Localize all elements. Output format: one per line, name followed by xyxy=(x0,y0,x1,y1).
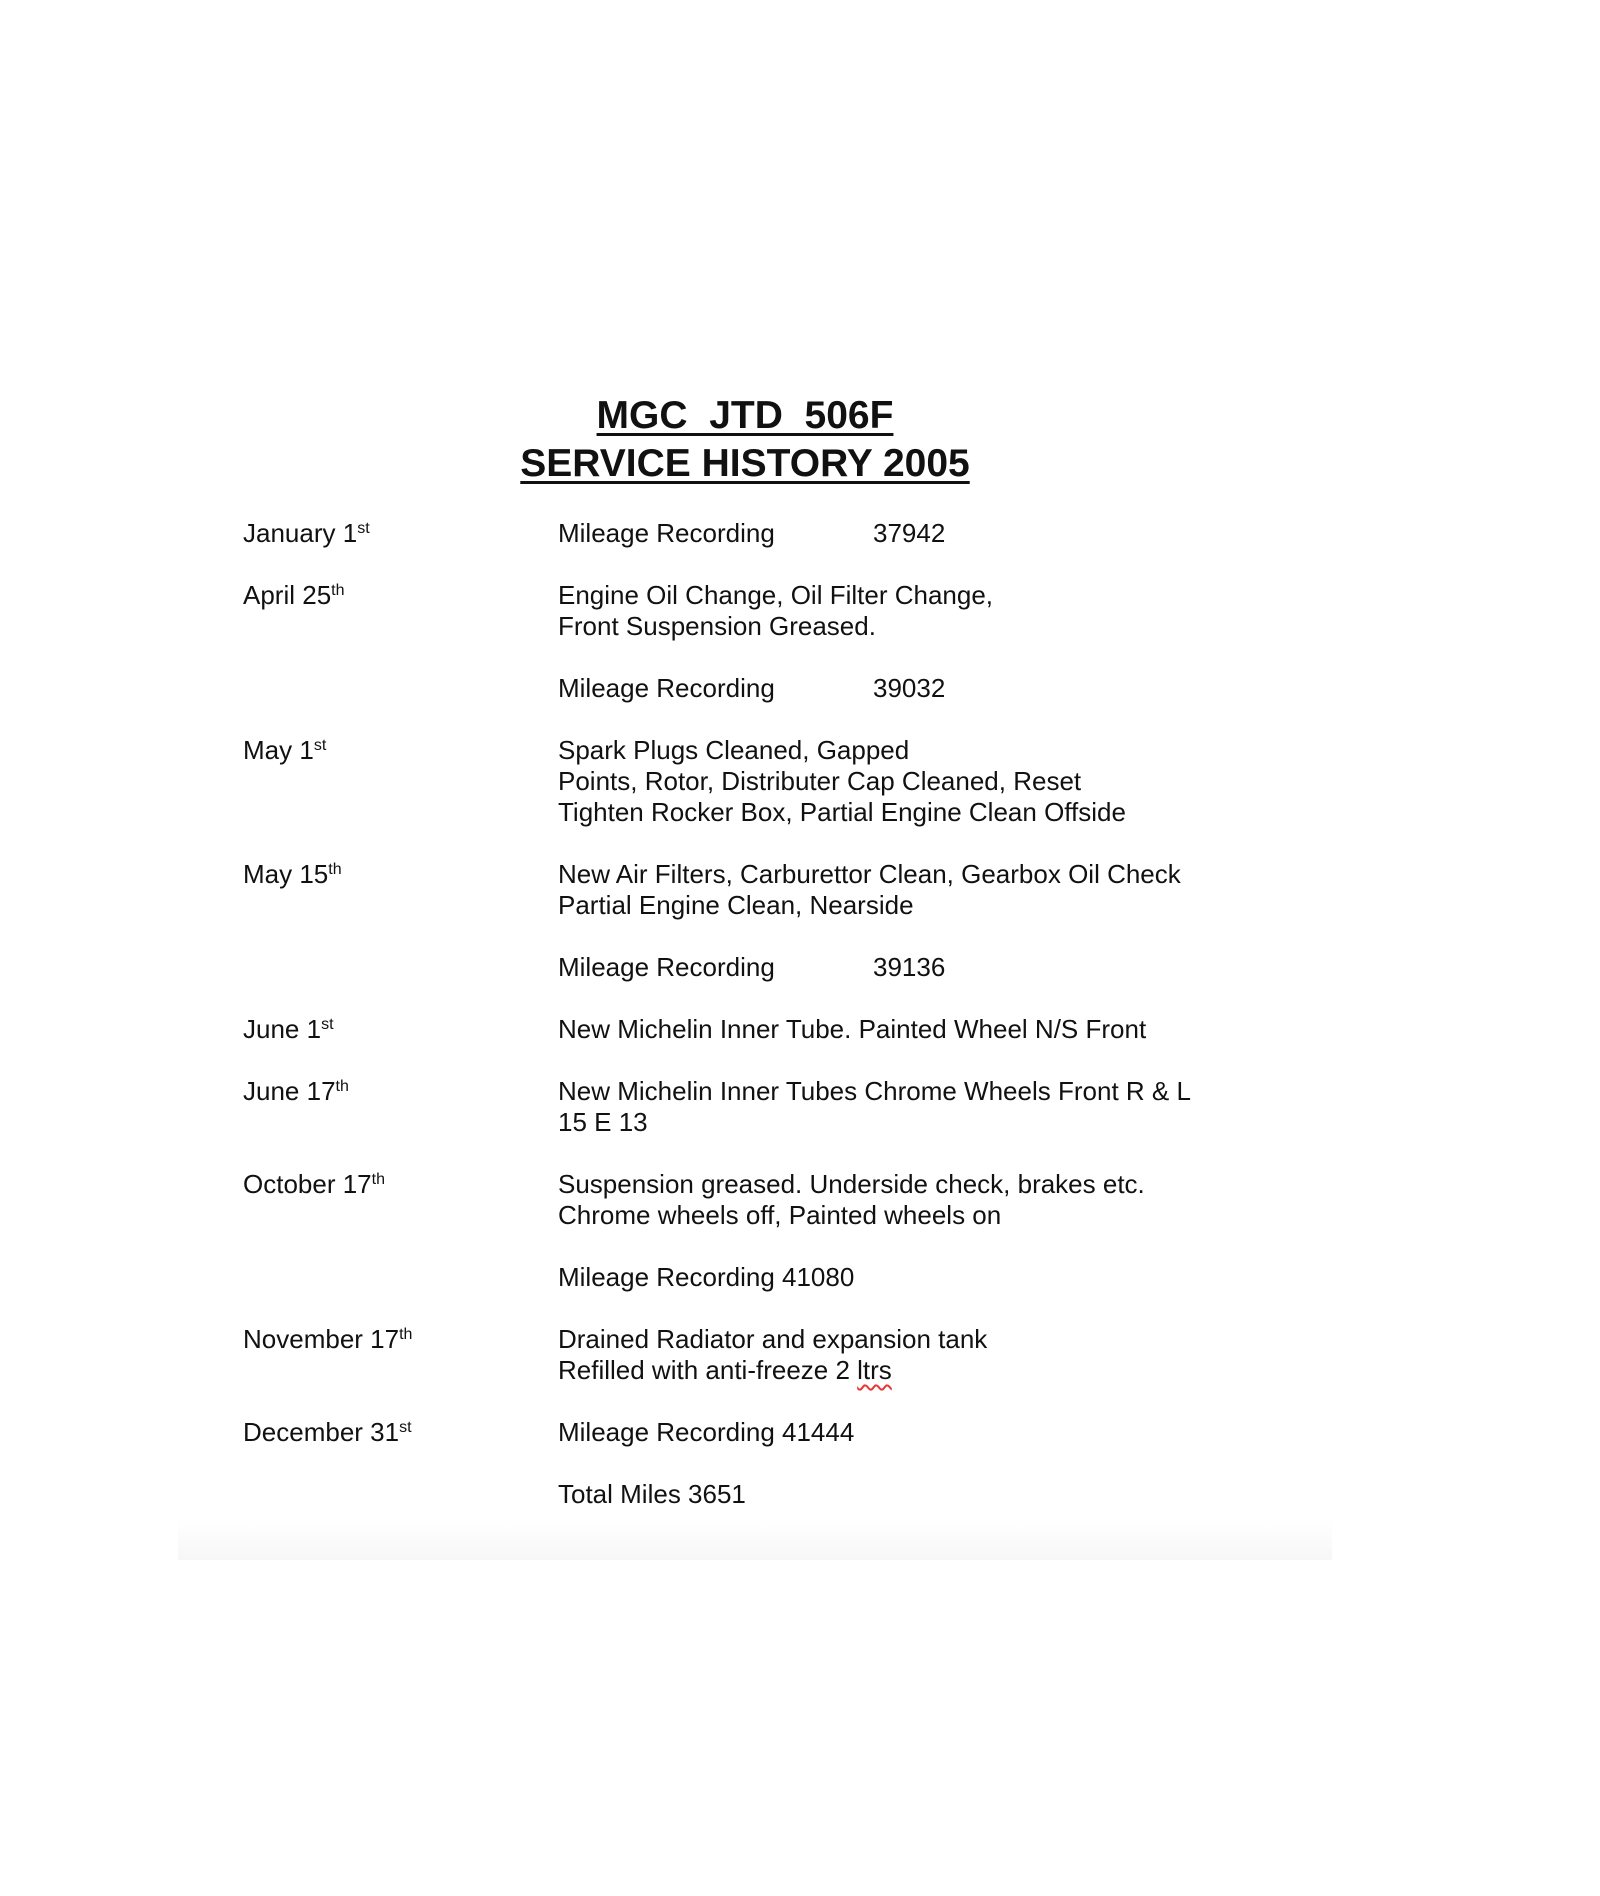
spellcheck-flagged-word[interactable]: ltrs xyxy=(857,1355,892,1385)
entry-date-suffix: th xyxy=(328,861,342,878)
mileage-recording xyxy=(558,673,1343,704)
entry-date-suffix: st xyxy=(399,1419,412,1436)
service-entry xyxy=(243,1076,1343,1138)
entry-details xyxy=(558,1169,1343,1293)
mileage-label: Mileage Recording xyxy=(558,673,775,703)
detail-line: 15 E 13 xyxy=(558,1107,648,1137)
entry-date-suffix: st xyxy=(321,1016,334,1033)
line-gap xyxy=(558,642,1343,673)
entry-date-text: June 17 xyxy=(243,1076,336,1106)
service-entry xyxy=(243,1014,1343,1045)
entry-date xyxy=(243,859,558,983)
detail-line: Chrome wheels off, Painted wheels on xyxy=(558,1200,1002,1230)
entry-date-suffix: th xyxy=(371,1171,385,1188)
mileage-value: 39032 xyxy=(873,673,946,703)
title-line-vehicle: MGC JTD 506F xyxy=(596,394,894,437)
entry-date xyxy=(243,518,558,549)
line-gap xyxy=(558,921,1343,952)
entry-date-suffix: th xyxy=(399,1326,413,1343)
entry-details xyxy=(558,1324,1343,1386)
detail-line: Total Miles 3651 xyxy=(558,1479,746,1509)
entry-date-suffix: st xyxy=(357,520,370,537)
entry-date-text: May 1 xyxy=(243,735,314,765)
entry-date-suffix: th xyxy=(335,1078,349,1095)
detail-line xyxy=(558,1355,1343,1386)
entry-details xyxy=(558,1014,1343,1045)
detail-line: New Michelin Inner Tubes Chrome Wheels Front R & L xyxy=(558,1076,1191,1106)
entry-date xyxy=(243,580,558,704)
service-entry xyxy=(243,1324,1343,1386)
document-title xyxy=(0,392,1490,488)
entry-date-text: January 1 xyxy=(243,518,358,548)
entry-details xyxy=(558,518,1343,549)
mileage-label: Mileage Recording xyxy=(558,518,775,548)
detail-line: New Air Filters, Carburettor Clean, Gearbox Oil Check xyxy=(558,859,1181,889)
detail-line: Suspension greased. Underside check, brakes etc. xyxy=(558,1169,1145,1199)
detail-line: Front Suspension Greased. xyxy=(558,611,876,641)
detail-line: Drained Radiator and expansion tank xyxy=(558,1324,988,1354)
entry-date xyxy=(243,1014,558,1045)
detail-line: Tighten Rocker Box, Partial Engine Clean Offside xyxy=(558,797,1126,827)
service-entry xyxy=(243,518,1343,549)
entry-date xyxy=(243,1076,558,1138)
entry-date-suffix: st xyxy=(313,737,327,754)
mileage-recording xyxy=(558,518,1343,549)
service-entry xyxy=(243,859,1343,983)
detail-line: Spark Plugs Cleaned, Gapped xyxy=(558,735,910,765)
entry-details xyxy=(558,580,1343,704)
detail-line: Engine Oil Change, Oil Filter Change, xyxy=(558,580,994,610)
service-entries xyxy=(243,518,1343,1541)
detail-line: Points, Rotor, Distributer Cap Cleaned, Reset xyxy=(558,766,1082,796)
entry-date-text: June 1 xyxy=(243,1014,322,1044)
detail-line: Mileage Recording 41444 xyxy=(558,1417,855,1447)
detail-line: New Michelin Inner Tube. Painted Wheel N/S Front xyxy=(558,1014,1147,1044)
mileage-value: 39136 xyxy=(873,952,946,982)
title-line-history: SERVICE HISTORY 2005 xyxy=(520,442,970,485)
entry-date-suffix: th xyxy=(331,582,345,599)
entry-date-text: October 17 xyxy=(243,1169,372,1199)
entry-date-text: December 31 xyxy=(243,1417,400,1447)
entry-date-text: April 25 xyxy=(243,580,332,610)
service-entry xyxy=(243,735,1343,828)
entry-date xyxy=(243,735,558,828)
line-gap xyxy=(558,1231,1343,1262)
entry-details xyxy=(558,1076,1343,1138)
entry-date xyxy=(243,1169,558,1293)
entry-date-text: November 17 xyxy=(243,1324,400,1354)
mileage-recording xyxy=(558,952,1343,983)
detail-line: Partial Engine Clean, Nearside xyxy=(558,890,914,920)
service-entry xyxy=(243,1417,1343,1510)
mileage-value: 37942 xyxy=(873,518,946,548)
entry-details xyxy=(558,1417,1343,1510)
mileage-label: Mileage Recording xyxy=(558,952,775,982)
detail-text: Refilled with anti-freeze 2 xyxy=(558,1355,858,1385)
detail-line: Mileage Recording 41080 xyxy=(558,1262,855,1292)
entry-details xyxy=(558,859,1343,983)
service-entry xyxy=(243,580,1343,704)
entry-date-text: May 15 xyxy=(243,859,329,889)
service-entry xyxy=(243,1169,1343,1293)
entry-date xyxy=(243,1324,558,1386)
entry-details xyxy=(558,735,1343,828)
line-gap xyxy=(558,1448,1343,1479)
entry-date xyxy=(243,1417,558,1510)
